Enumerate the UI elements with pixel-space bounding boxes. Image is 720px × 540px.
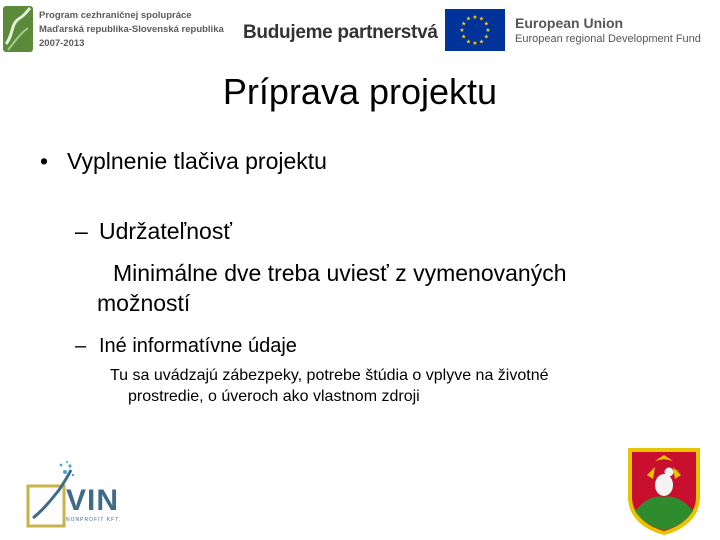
eu-star-icon: ★: [478, 16, 485, 23]
eu-title: European Union: [515, 15, 624, 31]
partnership-slogan: Budujeme partnerstvá: [243, 22, 438, 43]
eu-star-icon: ★: [459, 28, 465, 34]
subitem-marker: –: [75, 335, 87, 357]
subitem-description: [97, 258, 697, 318]
subitem-description: [110, 365, 700, 407]
eu-flag-icon: [445, 9, 505, 51]
eu-subtitle: European regional Development Fund: [515, 33, 701, 45]
eu-star-icon: ★: [461, 34, 467, 41]
eu-star-icon: ★: [483, 34, 489, 41]
eu-star-icon: ★: [478, 39, 485, 46]
eu-star-icon: ★: [485, 28, 491, 34]
header-logos-bar: [0, 0, 720, 62]
program-line-3: 2007-2013: [39, 38, 85, 49]
subitem-label: Udržateľnosť: [99, 218, 232, 244]
eu-star-icon: ★: [472, 15, 478, 21]
eu-star-icon: ★: [472, 41, 478, 47]
eu-logo-text: [515, 15, 701, 46]
program-logo: [2, 4, 230, 56]
vin-logo-subtext: NONPROFIT KFT.: [66, 517, 122, 523]
vin-logo-text: VIN: [66, 484, 120, 517]
subitem-other-info: [75, 332, 297, 360]
subitem-sustainability: [75, 215, 232, 247]
slide-title: Príprava projektu: [222, 71, 498, 112]
bullet-marker: •: [40, 148, 49, 174]
description-line-2: prostredie, o úveroch ako vlastnom zdroji: [128, 388, 420, 405]
program-line-2: Maďarská republika-Slovenská republika: [39, 24, 224, 35]
program-line-1: Program cezhraničnej spolupráce: [39, 10, 192, 21]
eu-star-icon: ★: [483, 21, 489, 28]
eu-star-icon: ★: [461, 21, 467, 28]
description-line-1: Minimálne dve treba uviesť z vymenovaných: [113, 260, 567, 286]
eu-star-icon: ★: [465, 16, 472, 23]
description-line-2: možností: [97, 290, 191, 316]
subitem-marker: –: [75, 218, 88, 244]
coat-of-arms-icon: [625, 445, 703, 537]
program-emblem-icon: [2, 4, 36, 56]
description-line-1: Tu sa uvádzajú zábezpeky, potrebe štúdia o vplyve na životné: [110, 367, 549, 384]
bullet-text: Vyplnenie tlačiva projektu: [67, 148, 327, 174]
eu-star-icon: ★: [465, 39, 472, 46]
bullet-item: [40, 145, 327, 177]
subitem-label: Iné informatívne údaje: [99, 335, 297, 357]
program-text: [39, 9, 224, 51]
